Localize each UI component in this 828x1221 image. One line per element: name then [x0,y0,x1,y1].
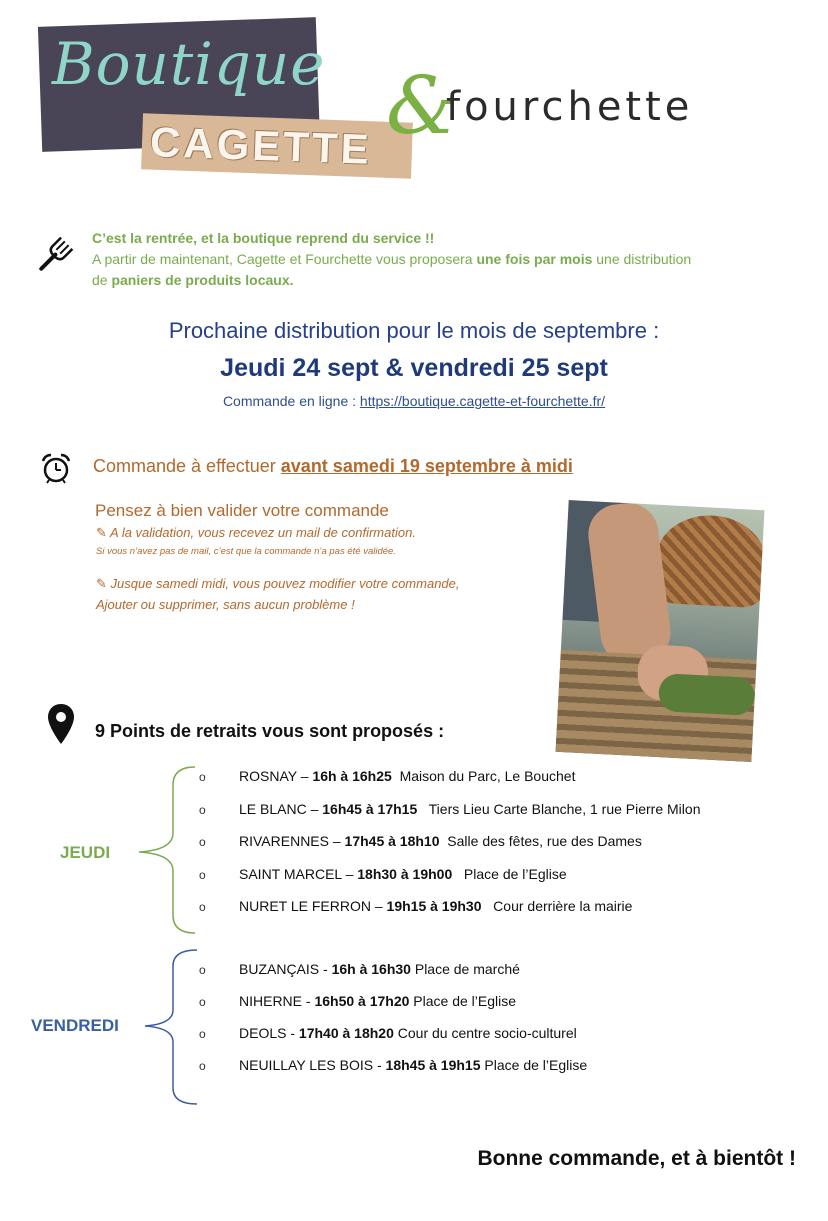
pickup-slot-jeudi [199,833,642,849]
pickup-time: 16h à 16h30 [331,961,411,977]
pickup-slot-vendredi [199,961,520,977]
pickup-location: Place de l’Eglise [409,993,517,1009]
bullet-icon: o [199,835,206,849]
bullet-icon: o [199,867,206,882]
bullet-icon: o [199,770,206,784]
pickup-place: ROSNAY – [239,768,313,784]
intro-emphasis: paniers de produits locaux. [111,272,294,288]
photo-arm [585,500,674,667]
order-online-link[interactable]: https://boutique.cagette-et-fourchette.fr/ [359,393,606,409]
pickup-place: DEOLS - [239,1025,299,1041]
order-deadline-prefix: Commande à effectuer [93,456,281,476]
pickup-place: RIVARENNES – [239,833,345,849]
jeudi-brace [135,765,197,935]
pickup-location: Place de marché [410,961,520,977]
logo-boutique-text: Boutique [52,30,326,98]
day-label-vendredi: VENDREDI [31,1016,119,1035]
pickup-time: 16h à 16h25 [312,768,392,784]
bullet-icon: o [199,1059,206,1073]
pickup-place: NURET LE FERRON – [239,898,387,914]
pickup-location: Maison du Parc, Le Bouchet [391,768,576,784]
closing-message: Bonne commande, et à bientôt ! [477,1147,796,1170]
pickup-location: Cour du centre socio-culturel [393,1025,577,1041]
pickup-location: Place de l’Eglise [452,865,567,882]
intro-text-part: de [92,272,112,288]
bullet-icon: o [199,900,206,914]
pickup-time: 17h45 à 18h10 [344,833,440,849]
pickup-location: Tiers Lieu Carte Blanche, 1 rue Pierre Milon [417,800,701,817]
order-deadline [93,456,573,477]
logo-cagette-text: CAGETTE [149,118,373,173]
pickup-slot-jeudi [199,768,575,784]
intro-text [92,228,802,291]
pickup-time: 16h50 à 17h20 [314,993,410,1009]
intro-text-part: A partir de maintenant, Cagette et Fourchette vous proposera [92,251,477,267]
validate-order-title: Pensez à bien valider votre commande [95,501,389,520]
pickup-location: Place de l’Eglise [480,1057,588,1073]
day-label-jeudi: JEUDI [60,843,111,862]
vegetable-basket-photo [556,500,765,762]
validate-note-small: Si vous n’avez pas de mail, c’est que la commande n’a pas été validée. [96,546,396,557]
pickup-time: 18h45 à 19h15 [385,1057,481,1073]
logo-ampersand: & [386,59,458,152]
modify-note: Ajouter ou supprimer, sans aucun problème ! [96,597,355,612]
pickup-slot-jeudi [199,866,567,882]
pickup-slot-jeudi [199,801,700,817]
intro-text-part: une distribution [592,251,692,267]
pickup-points-title: 9 Points de retraits vous sont proposés : [95,721,445,741]
photo-vegetable [658,673,756,716]
validate-note: ✎ A la validation, vous recevez un mail de confirmation. [96,525,416,540]
modify-note: ✎ Jusque samedi midi, vous pouvez modifier votre commande, [96,576,460,591]
pickup-time: 18h30 à 19h00 [357,865,453,882]
pickup-place: BUZANÇAIS - [239,961,332,977]
pickup-slot-vendredi [199,1025,577,1041]
order-online [0,393,828,409]
pickup-place: SAINT MARCEL – [239,865,358,882]
bullet-icon: o [199,963,206,977]
pickup-slot-vendredi [199,993,516,1009]
map-pin-icon [48,704,74,744]
pickup-time: 19h15 à 19h30 [386,898,482,914]
pickup-slot-vendredi [199,1057,587,1073]
pickup-slot-jeudi [199,898,632,914]
order-online-label: Commande en ligne : [222,393,360,409]
bullet-icon: o [199,995,206,1009]
pickup-location: Cour derrière la mairie [481,898,633,914]
logo-fourchette-text: fourchette [446,84,694,130]
next-distribution-title: Prochaine distribution pour le mois de septembre : [168,318,660,343]
bullet-icon: o [199,802,206,817]
pickup-place: NEUILLAY LES BOIS - [239,1057,386,1073]
pickup-time: 16h45 à 17h15 [322,800,418,817]
pickup-place: LE BLANC – [239,800,323,817]
bullet-icon: o [199,1027,206,1041]
photo-basket [653,513,764,609]
intro-headline: C’est la rentrée, et la boutique reprend du service !! [92,230,435,246]
vendredi-brace [143,948,199,1106]
alarm-clock-icon [40,452,72,484]
intro-emphasis: une fois par mois [476,251,593,267]
next-distribution-dates: Jeudi 24 sept & vendredi 25 sept [220,354,608,382]
fork-icon [34,236,74,276]
pickup-place: NIHERNE - [239,993,315,1009]
pickup-time: 17h40 à 18h20 [298,1025,394,1041]
order-deadline-date: avant samedi 19 septembre à midi [280,456,573,476]
pickup-location: Salle des fêtes, rue des Dames [439,833,642,849]
